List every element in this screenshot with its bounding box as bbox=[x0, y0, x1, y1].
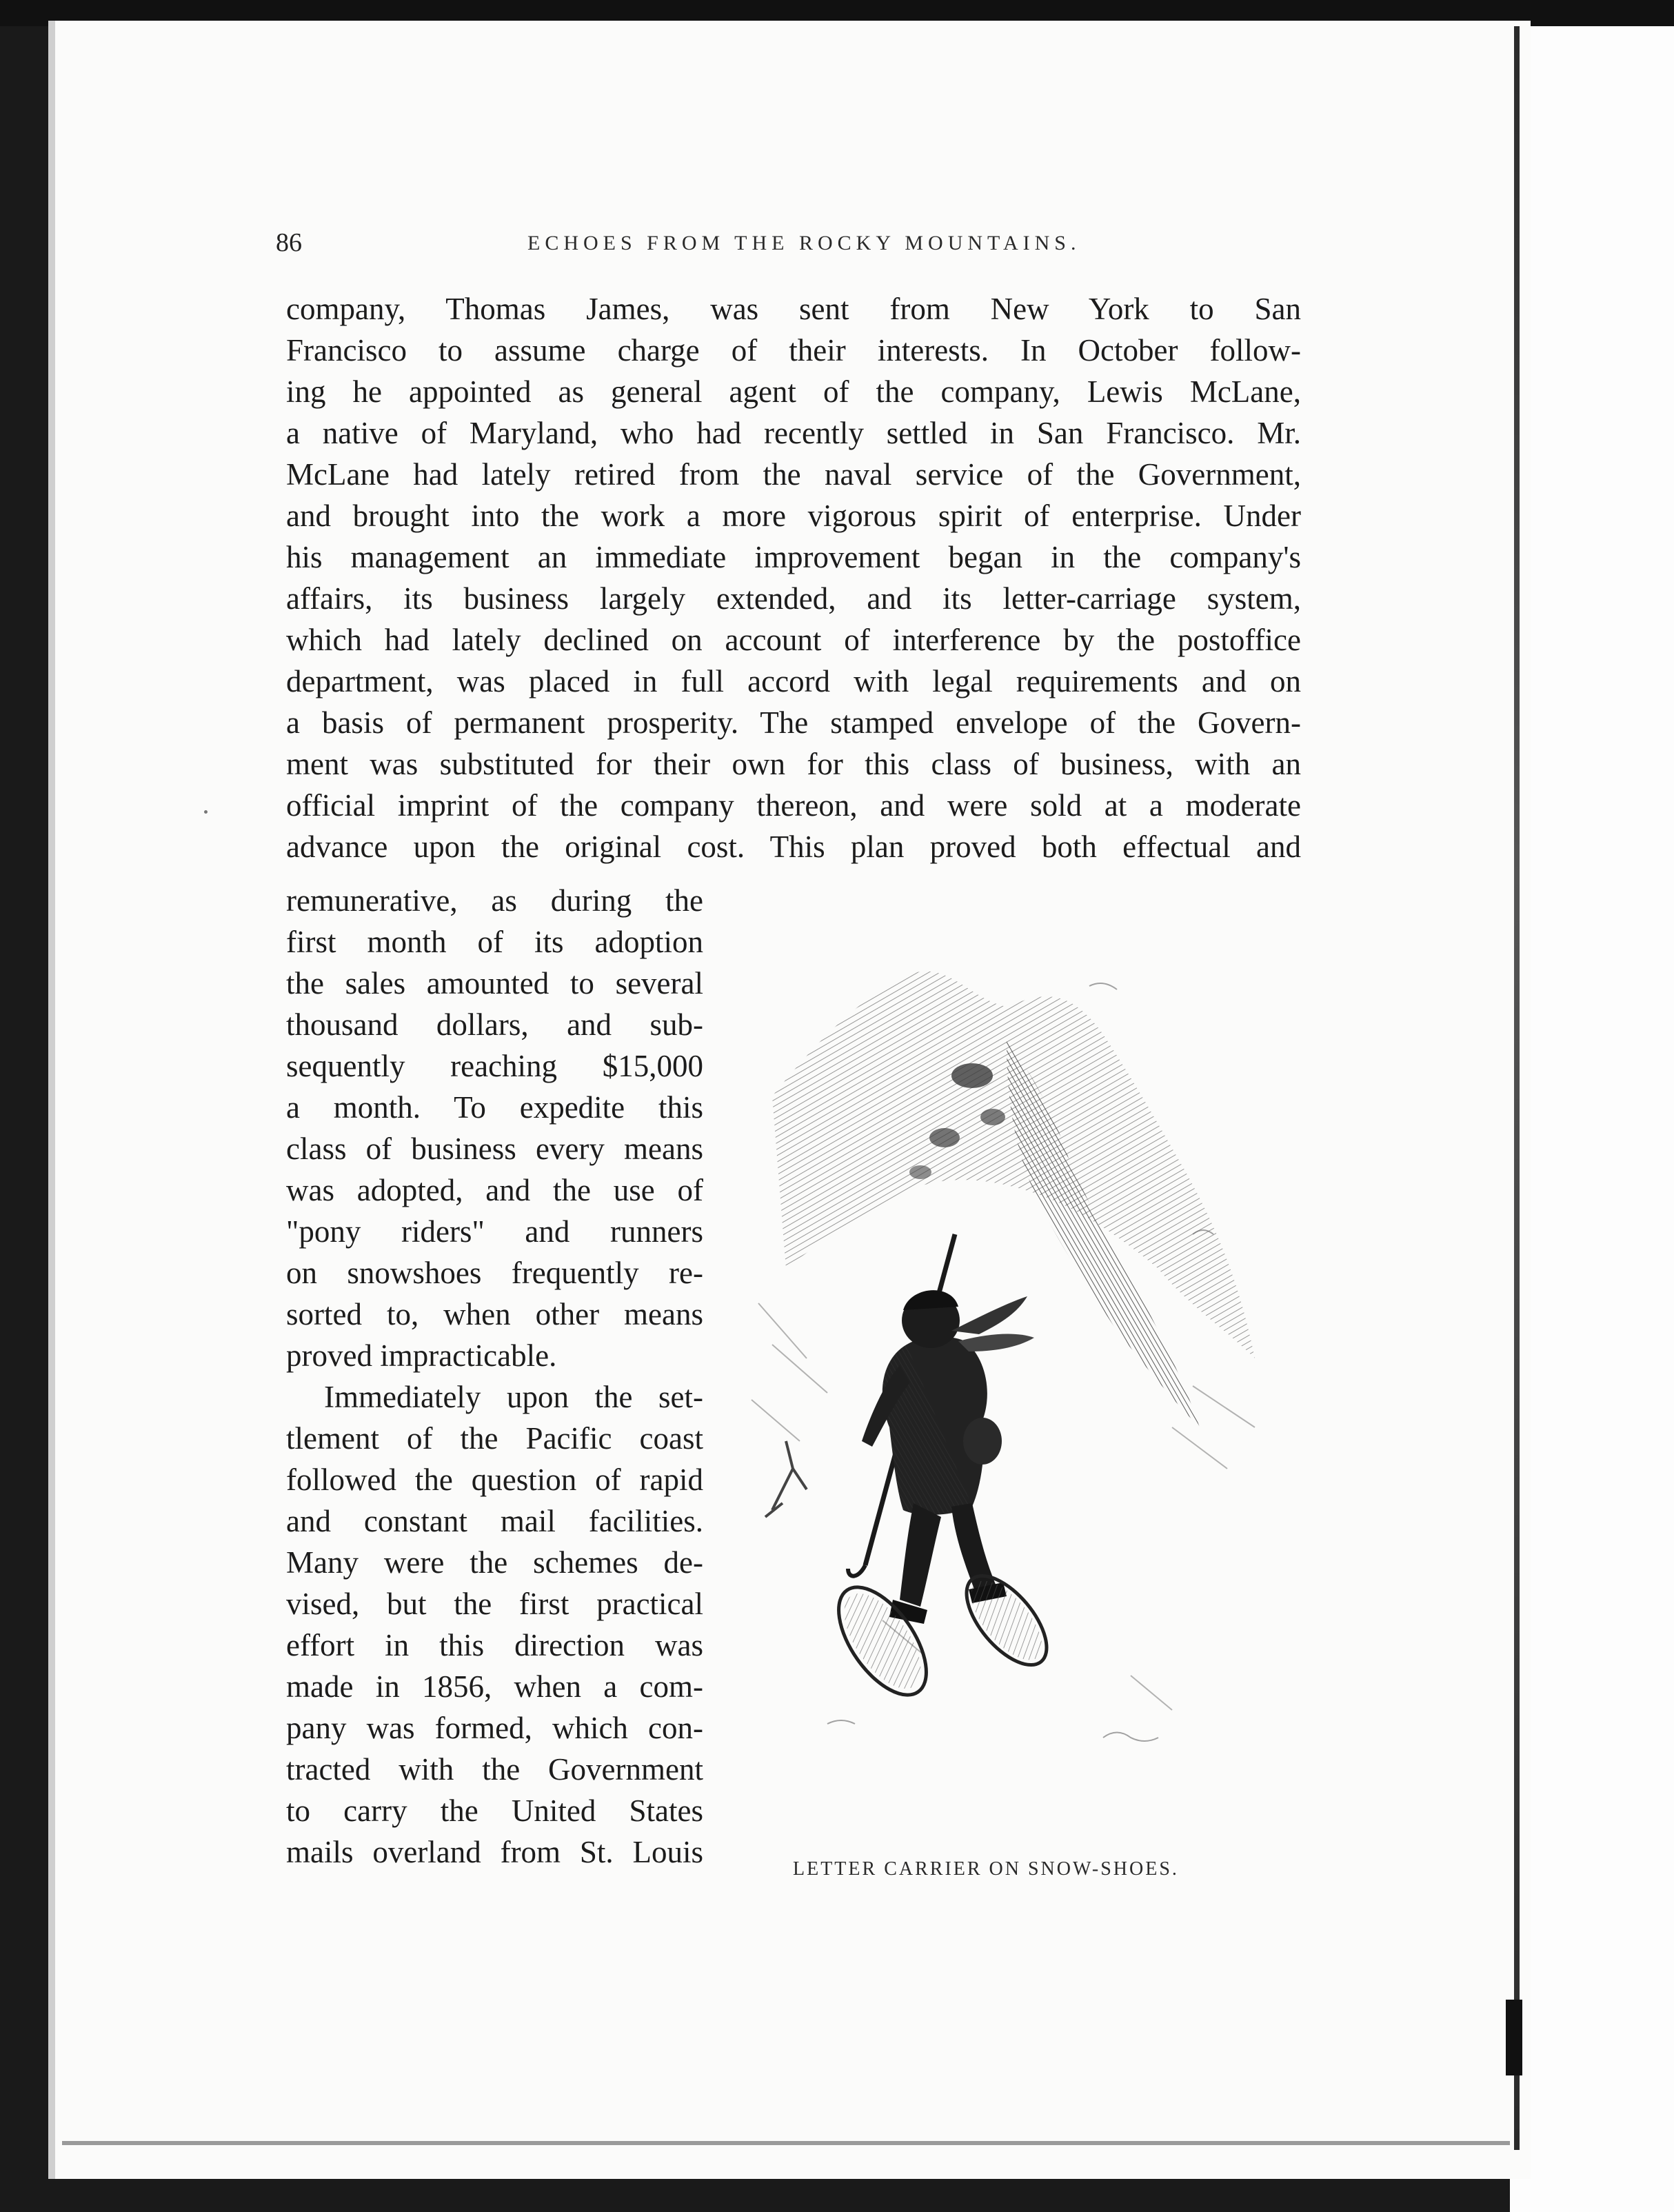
text-line: Many were the schemes de- bbox=[286, 1545, 703, 1580]
text-line: class of business every means bbox=[286, 1132, 703, 1166]
text-line: thousand dollars, and sub- bbox=[286, 1007, 703, 1042]
text-line: McLane had lately retired from the naval service of the Government, bbox=[286, 457, 1301, 492]
text-line: first month of its adoption bbox=[286, 925, 703, 959]
text-line: effort in this direction was bbox=[286, 1628, 703, 1662]
text-line: on snowshoes frequently re- bbox=[286, 1256, 703, 1290]
text-line: a native of Maryland, who had recently settled in San Francisco. Mr. bbox=[286, 416, 1301, 450]
text-line: his management an immediate improvement began in the company's bbox=[286, 540, 1301, 574]
text-line: company, Thomas James, was sent from New York to San bbox=[286, 292, 1301, 326]
scan-speck bbox=[204, 810, 208, 814]
engraving-letter-carrier bbox=[745, 945, 1310, 1793]
illustration-caption: LETTER CARRIER ON SNOW-SHOES. bbox=[793, 1858, 1179, 1880]
text-line: which had lately declined on account of interference by the postoffice bbox=[286, 623, 1301, 657]
page-bottom-edge bbox=[62, 2141, 1510, 2145]
body-text-full-width bbox=[286, 288, 1301, 867]
text-line: and constant mail facilities. bbox=[286, 1504, 703, 1538]
facing-page-edge bbox=[1510, 26, 1674, 2212]
text-line: official imprint of the company thereon, and were sold at a moderate bbox=[286, 788, 1301, 823]
text-line: remunerative, as during the bbox=[286, 883, 703, 918]
text-line: mails overland from St. Louis bbox=[286, 1835, 703, 1869]
body-text-narrow-column bbox=[286, 880, 703, 1873]
text-line: proved impracticable. bbox=[286, 1338, 557, 1373]
text-line: tracted with the Government bbox=[286, 1752, 703, 1787]
text-line: department, was placed in full accord with legal requirements and on bbox=[286, 664, 1301, 698]
text-line: the sales amounted to several bbox=[286, 966, 703, 1001]
text-line: vised, but the first practical bbox=[286, 1587, 703, 1621]
running-head-title: ECHOES FROM THE ROCKY MOUNTAINS. bbox=[527, 232, 1081, 254]
page-number: 86 bbox=[276, 228, 302, 257]
text-line: was adopted, and the use of bbox=[286, 1173, 703, 1207]
spine-clip bbox=[1506, 2000, 1522, 2075]
paragraph-start-line: Immediately upon the set- bbox=[324, 1380, 703, 1414]
text-line: made in 1856, when a com- bbox=[286, 1669, 703, 1704]
text-line: advance upon the original cost. This plan proved both effectual and bbox=[286, 830, 1301, 864]
text-line: tlement of the Pacific coast bbox=[286, 1421, 703, 1456]
text-line: pany was formed, which con- bbox=[286, 1711, 703, 1745]
text-line: a basis of permanent prosperity. The stamped envelope of the Govern- bbox=[286, 705, 1301, 740]
text-line: and brought into the work a more vigorous spirit of enterprise. Under bbox=[286, 499, 1301, 533]
text-line: sorted to, when other means bbox=[286, 1297, 703, 1331]
text-line: affairs, its business largely extended, and its letter-carriage system, bbox=[286, 581, 1301, 616]
text-line: Francisco to assume charge of their interests. In October follow- bbox=[286, 333, 1301, 368]
running-head bbox=[276, 228, 1310, 269]
text-line: sequently reaching $15,000 bbox=[286, 1049, 703, 1083]
text-line: to carry the United States bbox=[286, 1793, 703, 1828]
text-line: ment was substituted for their own for this class of business, with an bbox=[286, 747, 1301, 781]
text-line: "pony riders" and runners bbox=[286, 1214, 703, 1249]
text-line: ing he appointed as general agent of the company, Lewis McLane, bbox=[286, 374, 1301, 409]
text-line: followed the question of rapid bbox=[286, 1462, 703, 1497]
text-line: a month. To expedite this bbox=[286, 1090, 703, 1125]
book-spine bbox=[1514, 26, 1520, 2150]
